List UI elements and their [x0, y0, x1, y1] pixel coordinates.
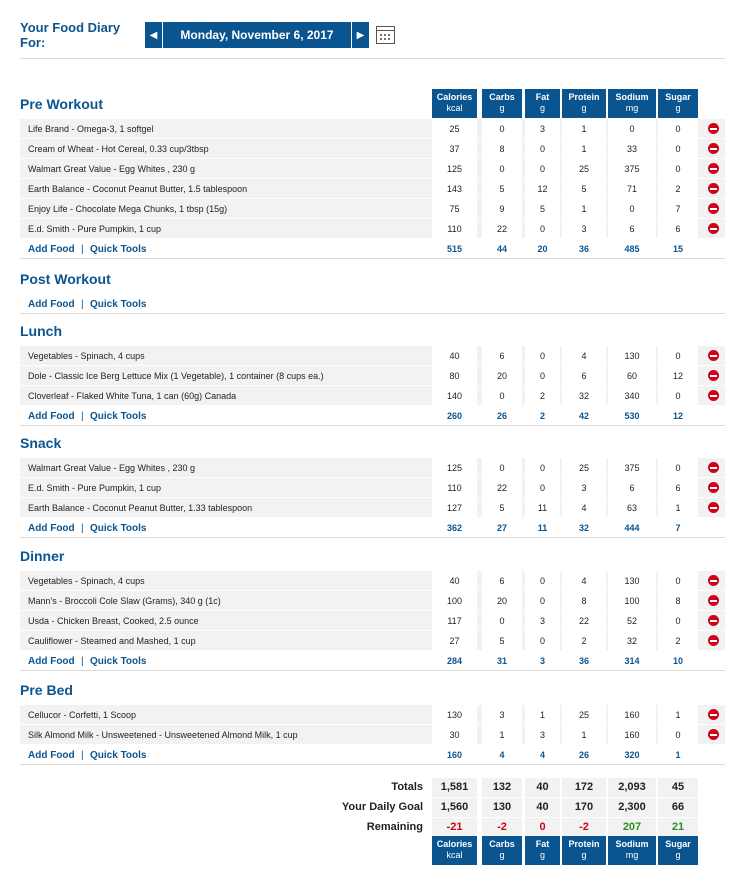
food-value-protein: 4: [581, 351, 587, 361]
food-value-calories: 130: [446, 710, 463, 720]
column-unit: mg: [625, 103, 639, 113]
food-value-sugar: 8: [675, 596, 681, 606]
food-value-calories: 110: [447, 483, 462, 493]
food-value-fat: 0: [539, 483, 545, 493]
link-separator: |: [81, 411, 84, 422]
totals-sugar: 45: [671, 781, 685, 793]
food-value-carbs: 9: [499, 204, 505, 214]
food-value-protein: 4: [581, 503, 587, 513]
calendar-icon[interactable]: [376, 26, 395, 44]
food-value-sugar: 0: [675, 576, 681, 586]
food-value-calories: 110: [447, 224, 462, 234]
food-value-fat: 5: [539, 204, 545, 214]
column-unit: g: [539, 850, 545, 860]
daily-goal-calories: 1,560: [440, 801, 469, 813]
food-name[interactable]: Earth Balance - Coconut Peanut Butter, 1.5 tablespoon: [28, 184, 248, 194]
add-food-link[interactable]: Add Food: [28, 750, 75, 761]
food-value-fat: 11: [537, 503, 548, 513]
quick-tools-link[interactable]: Quick Tools: [90, 750, 147, 761]
daily-goal-fat: 40: [536, 801, 549, 813]
food-row[interactable]: [20, 159, 725, 179]
food-value-sodium: 63: [626, 503, 637, 513]
remaining-calories: -21: [446, 821, 463, 833]
food-value-protein: 8: [581, 596, 587, 606]
food-value-sugar: 12: [672, 371, 683, 381]
food-row[interactable]: [20, 458, 725, 478]
meal-title: Dinner: [20, 548, 65, 564]
food-name[interactable]: Mann's - Broccoli Cole Slaw (Grams), 340 g (1c): [28, 596, 221, 606]
diary-label: Your Food Diary For:: [20, 20, 121, 50]
food-value-carbs: 5: [499, 636, 505, 646]
food-value-sugar: 0: [675, 164, 681, 174]
totals-carbs: 132: [492, 781, 512, 793]
remove-food-icon[interactable]: [708, 223, 719, 234]
food-row[interactable]: [20, 478, 725, 498]
food-name[interactable]: Cellucor - Corfetti, 1 Scoop: [28, 710, 137, 720]
food-value-carbs: 0: [499, 391, 505, 401]
meal-total-fat: 2: [539, 411, 545, 421]
food-value-calories: 125: [446, 463, 463, 473]
food-value-calories: 27: [449, 636, 460, 646]
food-value-sugar: 0: [675, 124, 681, 134]
remove-food-icon[interactable]: [708, 183, 719, 194]
meal-total-sugar: 7: [675, 523, 681, 533]
column-unit: mg: [625, 850, 639, 860]
food-name[interactable]: E.d. Smith - Pure Pumpkin, 1 cup: [28, 483, 162, 493]
totals-calories: 1,581: [440, 781, 469, 793]
remaining-fat: 0: [539, 821, 546, 833]
food-name[interactable]: Vegetables - Spinach, 4 cups: [28, 351, 145, 361]
column-header-fat: [525, 89, 560, 118]
add-food-link[interactable]: Add Food: [28, 523, 75, 534]
daily-goal-carbs: 130: [492, 801, 512, 813]
quick-tools-link[interactable]: Quick Tools: [90, 656, 147, 667]
daily-goal-sodium: 2,300: [618, 801, 646, 813]
food-row[interactable]: [20, 139, 725, 159]
food-value-calories: 37: [449, 144, 460, 154]
food-name[interactable]: E.d. Smith - Pure Pumpkin, 1 cup: [28, 224, 162, 234]
food-value-sodium: 130: [624, 351, 640, 361]
column-header-protein: [562, 89, 606, 118]
daily-goal-sugar: 66: [671, 801, 685, 813]
quick-tools-link[interactable]: Quick Tools: [90, 244, 147, 255]
food-row[interactable]: [20, 199, 725, 219]
remove-food-icon[interactable]: [708, 729, 719, 740]
food-row[interactable]: [20, 179, 725, 199]
food-value-sugar: 6: [675, 483, 681, 493]
link-separator: |: [81, 750, 84, 761]
totals-label: Totals: [391, 781, 423, 793]
food-value-sodium: 375: [624, 463, 640, 473]
column-name: Sodium: [615, 92, 649, 102]
food-value-sodium: 71: [626, 184, 637, 194]
meal-total-row: [20, 745, 725, 765]
totals-sodium: 2,093: [618, 781, 646, 793]
meal-total-sugar: 1: [675, 750, 681, 760]
food-value-carbs: 6: [499, 351, 505, 361]
food-value-carbs: 3: [499, 710, 505, 720]
remaining-label: Remaining: [366, 821, 423, 833]
food-value-fat: 0: [539, 351, 545, 361]
food-value-sodium: 32: [626, 636, 637, 646]
food-value-sugar: 0: [675, 463, 681, 473]
food-value-sodium: 6: [629, 483, 635, 493]
food-value-calories: 30: [449, 730, 460, 740]
remove-food-icon[interactable]: [708, 123, 719, 134]
meal-total-protein: 26: [578, 750, 589, 760]
food-name[interactable]: Cloverleaf - Flaked White Tuna, 1 can (60g) Canada: [28, 391, 237, 401]
meal-total-row: [20, 651, 725, 671]
food-name[interactable]: Dole - Classic Ice Berg Lettuce Mix (1 Vegetable), 1 container (8 cups ea.): [28, 371, 324, 381]
food-value-sugar: 0: [675, 730, 681, 740]
meal-total-calories: 160: [446, 750, 463, 760]
footer-column-header-sodium: [608, 836, 656, 865]
food-value-sodium: 6: [629, 224, 635, 234]
column-unit: g: [499, 850, 505, 860]
food-value-sodium: 52: [626, 616, 637, 626]
add-food-link[interactable]: Add Food: [28, 299, 75, 310]
column-name: Fat: [535, 92, 550, 102]
food-value-fat: 0: [539, 576, 545, 586]
quick-tools-link[interactable]: Quick Tools: [90, 411, 147, 422]
remove-food-icon[interactable]: [708, 163, 719, 174]
food-value-sugar: 0: [675, 144, 681, 154]
food-value-carbs: 1: [499, 730, 505, 740]
food-value-protein: 3: [581, 224, 587, 234]
column-name: Sugar: [665, 92, 691, 102]
column-unit: g: [675, 850, 681, 860]
column-name: Protein: [568, 92, 600, 102]
remaining-sugar: 21: [671, 821, 685, 833]
meal-total-sodium: 444: [624, 523, 640, 533]
meal-total-protein: 36: [578, 244, 589, 254]
link-separator: |: [81, 523, 84, 534]
meal-total-row: [20, 518, 725, 538]
food-value-protein: 25: [578, 463, 589, 473]
remove-food-icon[interactable]: [708, 390, 719, 401]
column-name: Carbs: [489, 839, 515, 849]
food-row[interactable]: [20, 386, 725, 406]
remaining-protein: -2: [579, 821, 589, 833]
column-name: Protein: [568, 839, 600, 849]
food-value-protein: 2: [581, 636, 587, 646]
footer-column-header-sugar: [658, 836, 698, 865]
meal-total-protein: 36: [578, 656, 589, 666]
food-value-fat: 1: [539, 710, 545, 720]
food-name[interactable]: Usda - Chicken Breast, Cooked, 2.5 ounce: [28, 616, 199, 626]
meal-title: Pre Bed: [20, 682, 73, 698]
food-value-carbs: 0: [499, 124, 505, 134]
daily-goal-label: Your Daily Goal: [341, 801, 423, 813]
food-value-sodium: 0: [629, 124, 635, 134]
link-separator: |: [81, 244, 84, 255]
food-value-sugar: 0: [675, 351, 681, 361]
food-value-fat: 3: [539, 124, 545, 134]
meal-total-protein: 42: [578, 411, 589, 421]
food-value-calories: 80: [449, 371, 460, 381]
food-row[interactable]: [20, 591, 725, 611]
meal-total-fat: 20: [537, 244, 548, 254]
meal-total-protein: 32: [578, 523, 589, 533]
food-value-protein: 5: [581, 184, 587, 194]
food-value-carbs: 22: [496, 483, 507, 493]
food-name[interactable]: Life Brand - Omega-3, 1 softgel: [28, 124, 154, 134]
meal-total-carbs: 44: [496, 244, 507, 254]
totals-fat: 40: [536, 781, 549, 793]
food-name[interactable]: Cauliflower - Steamed and Mashed, 1 cup: [28, 636, 196, 646]
food-value-fat: 0: [539, 636, 545, 646]
next-day-button[interactable]: [352, 22, 369, 48]
remaining-carbs: -2: [497, 821, 507, 833]
food-name[interactable]: Vegetables - Spinach, 4 cups: [28, 576, 145, 586]
meal-title: Post Workout: [20, 271, 111, 287]
food-value-fat: 12: [537, 184, 548, 194]
food-row[interactable]: [20, 705, 725, 725]
food-value-calories: 143: [446, 184, 463, 194]
remove-food-icon[interactable]: [708, 462, 719, 473]
remove-food-icon[interactable]: [708, 143, 719, 154]
food-value-fat: 0: [539, 164, 545, 174]
remove-food-icon[interactable]: [708, 635, 719, 646]
meal-total-sugar: 15: [672, 244, 683, 254]
column-name: Calories: [436, 839, 473, 849]
food-value-fat: 3: [539, 616, 545, 626]
current-date: Monday, November 6, 2017: [162, 22, 352, 48]
link-separator: |: [81, 656, 84, 667]
food-row[interactable]: [20, 498, 725, 518]
food-value-sodium: 160: [624, 730, 640, 740]
remove-food-icon[interactable]: [708, 595, 719, 606]
food-value-carbs: 0: [499, 616, 505, 626]
food-name[interactable]: Silk Almond Milk - Unsweetened - Unsweetened Almond Milk, 1 cup: [28, 730, 298, 740]
food-row[interactable]: [20, 366, 725, 386]
footer-column-header-calories: [432, 836, 477, 865]
food-value-protein: 1: [581, 730, 587, 740]
column-unit: g: [539, 103, 545, 113]
food-value-protein: 3: [581, 483, 587, 493]
food-value-sodium: 60: [626, 371, 637, 381]
link-separator: |: [81, 299, 84, 310]
food-value-protein: 25: [578, 164, 589, 174]
food-row[interactable]: [20, 571, 725, 591]
food-value-fat: 2: [539, 391, 545, 401]
column-unit: g: [675, 103, 681, 113]
food-value-carbs: 22: [496, 224, 507, 234]
meal-total-sodium: 320: [624, 750, 640, 760]
food-value-calories: 140: [446, 391, 463, 401]
meal-total-carbs: 26: [496, 411, 507, 421]
food-value-sugar: 0: [675, 616, 681, 626]
food-value-sodium: 340: [624, 391, 640, 401]
meal-total-calories: 362: [446, 523, 463, 533]
remove-food-icon[interactable]: [708, 350, 719, 361]
food-value-carbs: 20: [496, 596, 507, 606]
food-value-calories: 25: [449, 124, 460, 134]
food-value-protein: 1: [581, 124, 587, 134]
diary-header: [20, 22, 395, 48]
food-value-fat: 3: [539, 730, 545, 740]
food-value-fat: 0: [539, 596, 545, 606]
meal-total-carbs: 4: [499, 750, 505, 760]
food-value-calories: 75: [449, 204, 460, 214]
add-food-link[interactable]: Add Food: [28, 244, 75, 255]
food-value-sodium: 33: [626, 144, 637, 154]
meal-title: Pre Workout: [20, 96, 103, 112]
food-value-sodium: 0: [629, 204, 635, 214]
meal-total-sugar: 12: [672, 411, 683, 421]
totals-protein: 172: [574, 781, 594, 793]
remove-food-icon[interactable]: [708, 575, 719, 586]
meal-total-calories: 515: [446, 244, 463, 254]
column-name: Calories: [436, 92, 473, 102]
food-value-protein: 25: [578, 710, 589, 720]
meal-total-fat: 3: [539, 656, 545, 666]
remove-food-icon[interactable]: [708, 502, 719, 513]
food-row[interactable]: [20, 631, 725, 651]
remove-food-icon[interactable]: [708, 709, 719, 720]
column-unit: g: [499, 103, 505, 113]
food-value-sodium: 375: [624, 164, 640, 174]
chevron-right-icon: ▶: [356, 29, 365, 41]
food-value-carbs: 6: [499, 576, 505, 586]
food-value-carbs: 5: [499, 503, 505, 513]
food-value-sugar: 6: [675, 224, 681, 234]
food-row[interactable]: [20, 346, 725, 366]
food-value-fat: 0: [539, 371, 545, 381]
food-value-protein: 22: [578, 616, 589, 626]
food-value-carbs: 5: [499, 184, 505, 194]
food-name[interactable]: Earth Balance - Coconut Peanut Butter, 1.33 tablespoon: [28, 503, 253, 513]
food-value-protein: 32: [578, 391, 589, 401]
meal-title: Snack: [20, 435, 62, 451]
food-value-sugar: 2: [675, 636, 681, 646]
meal-total-calories: 284: [446, 656, 463, 666]
food-value-sugar: 1: [675, 710, 681, 720]
date-nav: [145, 22, 395, 48]
food-value-carbs: 0: [499, 463, 505, 473]
food-value-sodium: 130: [624, 576, 640, 586]
food-value-protein: 4: [581, 576, 587, 586]
food-value-protein: 1: [581, 144, 587, 154]
column-name: Sodium: [615, 839, 649, 849]
meal-total-row: [20, 239, 725, 259]
food-name[interactable]: Walmart Great Value - Egg Whites , 230 g: [28, 164, 196, 174]
food-row[interactable]: [20, 611, 725, 631]
food-row[interactable]: [20, 725, 725, 745]
column-unit: kcal: [446, 850, 463, 860]
food-value-sugar: 2: [675, 184, 681, 194]
daily-goal-protein: 170: [574, 801, 594, 813]
column-header-sodium: [608, 89, 656, 118]
food-value-sodium: 160: [624, 710, 640, 720]
food-value-carbs: 8: [499, 144, 505, 154]
food-value-sugar: 1: [675, 503, 681, 513]
food-value-fat: 0: [539, 144, 545, 154]
quick-tools-link[interactable]: Quick Tools: [90, 523, 147, 534]
add-food-link[interactable]: Add Food: [28, 411, 75, 422]
meal-total-calories: 260: [446, 411, 463, 421]
column-name: Carbs: [489, 92, 515, 102]
food-row[interactable]: [20, 119, 725, 139]
column-unit: g: [581, 850, 587, 860]
meal-total-row: [20, 294, 725, 314]
food-value-sodium: 100: [624, 596, 640, 606]
remove-food-icon[interactable]: [708, 482, 719, 493]
divider: [20, 58, 725, 59]
remove-food-icon[interactable]: [708, 615, 719, 626]
food-value-protein: 6: [581, 371, 587, 381]
footer-column-header-protein: [562, 836, 606, 865]
food-value-calories: 127: [446, 503, 463, 513]
column-unit: kcal: [446, 103, 463, 113]
meal-total-sodium: 314: [624, 656, 640, 666]
remove-food-icon[interactable]: [708, 370, 719, 381]
meal-total-fat: 4: [539, 750, 545, 760]
meal-total-fat: 11: [537, 523, 548, 533]
column-header-carbs: [482, 89, 522, 118]
remaining-sodium: 207: [622, 821, 642, 833]
meal-title: Lunch: [20, 323, 62, 339]
column-name: Sugar: [665, 839, 691, 849]
quick-tools-link[interactable]: Quick Tools: [90, 299, 147, 310]
remove-food-icon[interactable]: [708, 203, 719, 214]
add-food-link[interactable]: Add Food: [28, 656, 75, 667]
meal-total-sodium: 485: [624, 244, 640, 254]
column-header-calories: [432, 89, 477, 118]
chevron-left-icon: ◀: [149, 29, 158, 41]
food-value-fat: 0: [539, 463, 545, 473]
food-value-fat: 0: [539, 224, 545, 234]
food-value-calories: 40: [449, 576, 460, 586]
footer-column-header-carbs: [482, 836, 522, 865]
food-value-sugar: 0: [675, 391, 681, 401]
food-value-calories: 100: [446, 596, 463, 606]
meal-total-sodium: 530: [624, 411, 640, 421]
food-name[interactable]: Enjoy Life - Chocolate Mega Chunks, 1 tbsp (15g): [28, 204, 228, 214]
prev-day-button[interactable]: [145, 22, 162, 48]
meal-total-carbs: 31: [496, 656, 507, 666]
column-name: Fat: [535, 839, 550, 849]
meal-total-sugar: 10: [672, 656, 683, 666]
food-value-sugar: 7: [675, 204, 681, 214]
food-value-calories: 117: [447, 616, 462, 626]
food-value-calories: 125: [446, 164, 463, 174]
food-name[interactable]: Cream of Wheat - Hot Cereal, 0.33 cup/3tbsp: [28, 144, 209, 154]
meal-total-carbs: 27: [496, 523, 507, 533]
food-value-carbs: 0: [499, 164, 505, 174]
column-unit: g: [581, 103, 587, 113]
food-name[interactable]: Walmart Great Value - Egg Whites , 230 g: [28, 463, 196, 473]
food-value-calories: 40: [449, 351, 460, 361]
food-row[interactable]: [20, 219, 725, 239]
footer-column-header-fat: [525, 836, 560, 865]
food-value-protein: 1: [581, 204, 587, 214]
column-header-sugar: [658, 89, 698, 118]
meal-total-row: [20, 406, 725, 426]
food-value-carbs: 20: [496, 371, 507, 381]
